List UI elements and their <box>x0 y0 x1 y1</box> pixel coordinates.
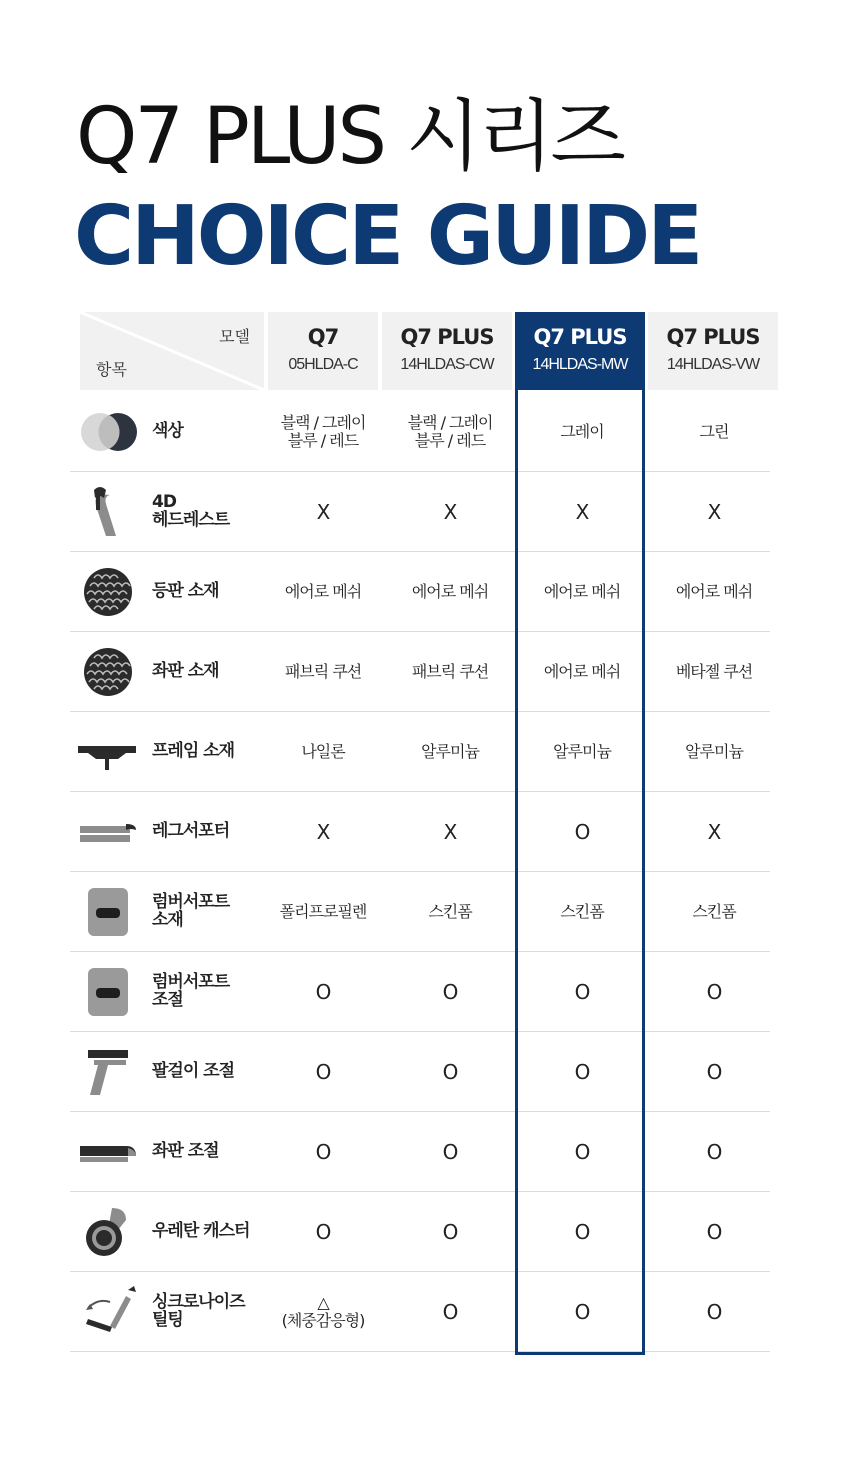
table-cell: X <box>316 500 330 524</box>
table-cell: X <box>707 820 721 844</box>
table-row <box>70 552 770 632</box>
table-cell: O <box>574 1060 590 1084</box>
table-cell: 에어로 메쉬 <box>543 582 621 602</box>
table-cell: 그린 <box>699 422 729 442</box>
table-cell: 에어로 메쉬 <box>543 662 621 682</box>
leg-support-icon <box>78 804 138 860</box>
mesh-icon <box>78 644 138 700</box>
table-row <box>70 472 770 552</box>
table-row <box>70 1192 770 1272</box>
table-cell: O <box>315 1060 331 1084</box>
table-cell: O <box>315 1140 331 1164</box>
table-cell: 블랙 / 그레이 블루 / 레드 <box>280 413 366 450</box>
table-row <box>70 1112 770 1192</box>
table-cell: 패브릭 쿠션 <box>284 662 362 682</box>
table-cell: O <box>706 1140 722 1164</box>
page-subtitle: CHOICE GUIDE <box>74 189 701 284</box>
seat-adjust-icon <box>78 1124 138 1180</box>
table-row <box>70 392 770 472</box>
feature-label: 프레임 소재 <box>152 741 235 762</box>
table-cell: O <box>706 1060 722 1084</box>
table-cell: O <box>706 980 722 1004</box>
armrest-icon <box>78 1044 138 1100</box>
table-cell: O <box>574 1140 590 1164</box>
table-cell: 알루미늄 <box>685 742 743 762</box>
table-cell: O <box>442 1140 458 1164</box>
table-cell: X <box>316 820 330 844</box>
caster-icon <box>78 1204 138 1260</box>
table-cell: 에어로 메쉬 <box>675 582 753 602</box>
model-header-2 <box>515 312 645 390</box>
table-row <box>70 1272 770 1352</box>
model-header-1 <box>382 312 512 390</box>
table-cell: 베타젤 쿠션 <box>675 662 753 682</box>
table-cell: X <box>707 500 721 524</box>
page-title: Q7 PLUS 시리즈 <box>76 92 623 182</box>
model-header-0 <box>268 312 378 390</box>
item-label: 항목 <box>96 360 127 379</box>
table-row <box>70 632 770 712</box>
table-cell: 패브릭 쿠션 <box>411 662 489 682</box>
table-cell: 폴리프로필렌 <box>279 902 367 922</box>
table-row <box>70 952 770 1032</box>
table-cell: 알루미늄 <box>553 742 611 762</box>
table-cell: 스킨폼 <box>692 902 736 922</box>
lumbar-icon <box>78 884 138 940</box>
feature-label: 좌판 소재 <box>152 661 219 682</box>
table-row <box>70 792 770 872</box>
table-cell: O <box>315 980 331 1004</box>
table-cell: 스킨폼 <box>560 902 604 922</box>
tilting-icon <box>78 1284 138 1340</box>
table-cell: O <box>574 1300 590 1324</box>
model-header-3 <box>648 312 778 390</box>
headrest-icon <box>78 484 138 540</box>
table-cell: △ (체중감응형) <box>281 1293 365 1330</box>
feature-label: 팔걸이 조절 <box>152 1061 235 1082</box>
table-cell: X <box>443 820 457 844</box>
table-cell: O <box>442 1300 458 1324</box>
table-cell: O <box>315 1220 331 1244</box>
feature-label: 레그서포터 <box>152 821 230 842</box>
table-cell: 나일론 <box>301 742 345 762</box>
frame-icon <box>78 724 138 780</box>
model-code: 14HLDAS-VW <box>666 356 760 373</box>
feature-label: 우레탄 캐스터 <box>152 1221 250 1242</box>
model-name: Q7 PLUS <box>400 325 494 349</box>
color-swatch-icon <box>78 404 138 460</box>
table-cell: O <box>442 980 458 1004</box>
lumbar-icon <box>78 964 138 1020</box>
table-row <box>70 712 770 792</box>
table-row <box>70 1032 770 1112</box>
feature-label: 럼버서포트 소재 <box>152 892 230 930</box>
model-code: 14HLDAS-CW <box>400 356 494 373</box>
feature-label: 4D 헤드레스트 <box>152 492 230 530</box>
table-cell: 에어로 메쉬 <box>411 582 489 602</box>
table-cell: X <box>575 500 589 524</box>
table-cell: O <box>442 1220 458 1244</box>
table-cell: O <box>442 1060 458 1084</box>
feature-label: 등판 소재 <box>152 581 219 602</box>
header-corner <box>80 312 264 390</box>
model-name: Q7 PLUS <box>533 325 627 349</box>
model-code: 14HLDAS-MW <box>532 356 628 373</box>
mesh-icon <box>78 564 138 620</box>
model-label: 모델 <box>219 327 250 346</box>
table-cell: 알루미늄 <box>421 742 479 762</box>
model-name: Q7 PLUS <box>666 325 760 349</box>
feature-label: 럼버서포트 조절 <box>152 972 230 1010</box>
model-code: 05HLDA-C <box>288 356 358 373</box>
feature-label: 색상 <box>152 421 183 442</box>
feature-label: 싱크로나이즈 틸팅 <box>152 1292 245 1330</box>
table-cell: O <box>706 1220 722 1244</box>
table-cell: O <box>574 1220 590 1244</box>
table-cell: 블랙 / 그레이 블루 / 레드 <box>407 413 493 450</box>
table-cell: O <box>574 820 590 844</box>
table-cell: O <box>706 1300 722 1324</box>
table-cell: 그레이 <box>560 422 604 442</box>
model-name: Q7 <box>307 325 339 349</box>
table-row <box>70 872 770 952</box>
table-cell: O <box>574 980 590 1004</box>
table-cell: 스킨폼 <box>428 902 472 922</box>
feature-label: 좌판 조절 <box>152 1141 219 1162</box>
table-cell: 에어로 메쉬 <box>284 582 362 602</box>
table-cell: X <box>443 500 457 524</box>
